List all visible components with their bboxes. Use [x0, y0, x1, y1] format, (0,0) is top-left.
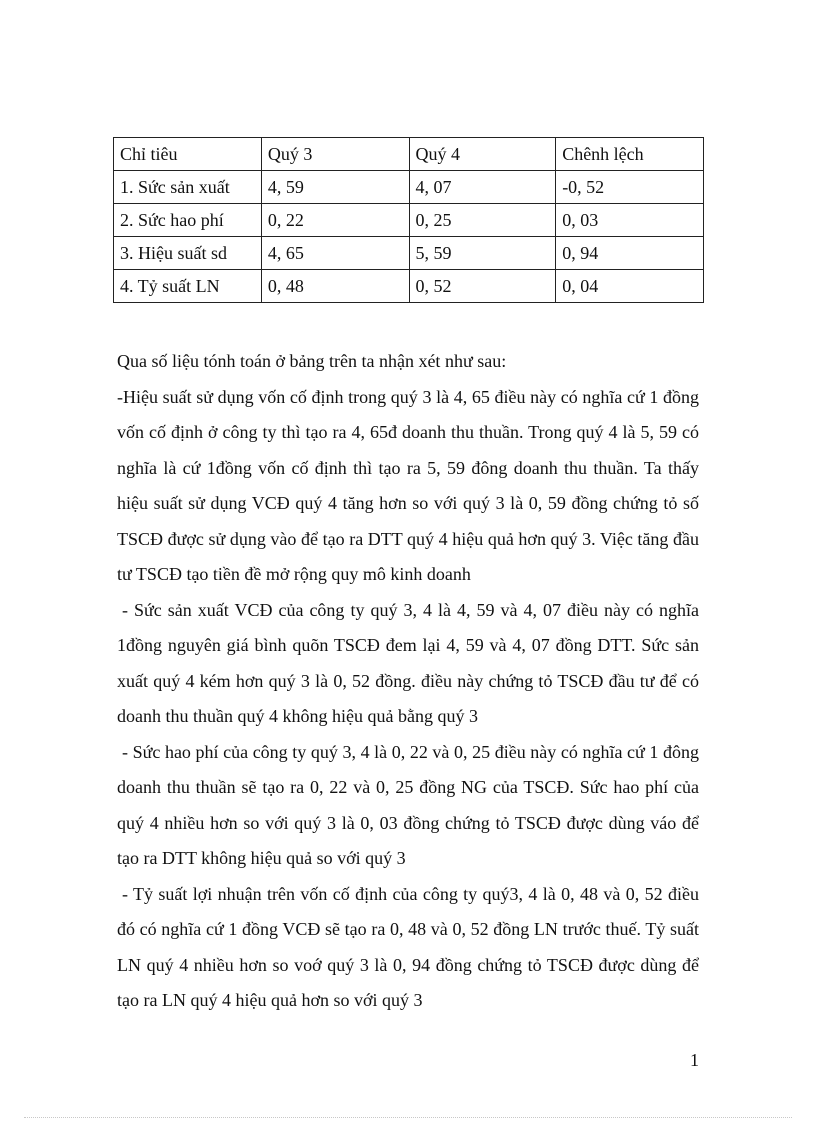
table-cell: 5, 59 [409, 237, 556, 270]
table-cell: 4, 59 [261, 171, 409, 204]
table-cell: 0, 25 [409, 204, 556, 237]
page-number: 1 [690, 1050, 699, 1070]
table-row [114, 204, 704, 237]
footer-divider [24, 1117, 792, 1118]
table-cell: 0, 48 [261, 270, 409, 303]
profit-ratio-paragraph: - Tỷ suất lợi nhuận trên vốn cố định của công ty quý3, 4 là 0, 48 và 0, 52 điều đó có nghĩa cứ 1 đồng VCĐ sẽ tạo ra 0, 48 và 0, 52 đồng LN trước thuế. Tỷ suất LN quý 4 nhiều hơn so voớ quý 3 là 0, 94 đồng chứng tỏ TSCĐ được dùng để tạo ra LN quý 4 hiệu quả hơn so với quý 3 [117, 883, 699, 1010]
header-cell: Chỉ tiêu [114, 138, 262, 171]
table-cell: 2. Sức hao phí [114, 204, 262, 237]
header-cell: Chênh lệch [556, 138, 704, 171]
table-cell: 4, 65 [261, 237, 409, 270]
analysis-text [117, 344, 699, 1019]
table-cell: 0, 94 [556, 237, 704, 270]
header-cell: Quý 3 [261, 138, 409, 171]
table-cell: -0, 52 [556, 171, 704, 204]
table-header-row [114, 138, 704, 171]
table-cell: 4, 07 [409, 171, 556, 204]
table-cell: 3. Hiệu suất sd [114, 237, 262, 270]
table-cell: 4. Tỷ suất LN [114, 270, 262, 303]
productivity-paragraph: - Sức sản xuất VCĐ của công ty quý 3, 4 là 4, 59 và 4, 07 điều này có nghĩa 1đồng nguyên giá bình quõn TSCĐ đem lại 4, 59 và 4, 07 đồng DTT. Sức sản xuất quý 4 kém hơn quý 3 là 0, 52 đồng. điều này chứng tỏ TSCĐ đầu tư để có doanh thu thuần quý 4 không hiệu quả bằng quý 3 [117, 599, 699, 726]
cost-paragraph: - Sức hao phí của công ty quý 3, 4 là 0, 22 và 0, 25 điều này có nghĩa cứ 1 đông doanh thu thuần sẽ tạo ra 0, 22 và 0, 25 đồng NG của TSCĐ. Sức hao phí của quý 4 nhiều hơn so với quý 3 là 0, 03 đồng chứng tỏ TSCĐ được dùng váo để tạo ra DTT không hiệu quả so với quý 3 [117, 741, 699, 868]
efficiency-paragraph: -Hiệu suất sử dụng vốn cố định trong quý 3 là 4, 65 điều này có nghĩa cứ 1 đồng vốn cố định ở công ty thì tạo ra 4, 65đ doanh thu thuần. Trong quý 4 là 5, 59 có nghĩa là cứ 1đồng vốn cố định thì tạo ra 5, 59 đông doanh thu thuần. Ta thấy hiệu suất sử dụng VCĐ quý 4 tăng hơn so với quý 3 là 0, 59 đồng chứng tỏ số TSCĐ được sử dụng vào để tạo ra DTT quý 4 hiệu quả hơn quý 3. Việc tăng đầu tư TSCĐ tạo tiền đề mở rộng quy mô kinh doanh [117, 386, 699, 584]
table-row [114, 171, 704, 204]
intro-paragraph: Qua số liệu tónh toán ở bảng trên ta nhận xét như sau: [117, 351, 507, 371]
table-cell: 0, 52 [409, 270, 556, 303]
indicator-table [113, 137, 704, 303]
table-cell: 0, 03 [556, 204, 704, 237]
table-cell: 1. Sức sản xuất [114, 171, 262, 204]
table-cell: 0, 04 [556, 270, 704, 303]
table-row [114, 270, 704, 303]
table-cell: 0, 22 [261, 204, 409, 237]
table-row [114, 237, 704, 270]
header-cell: Quý 4 [409, 138, 556, 171]
